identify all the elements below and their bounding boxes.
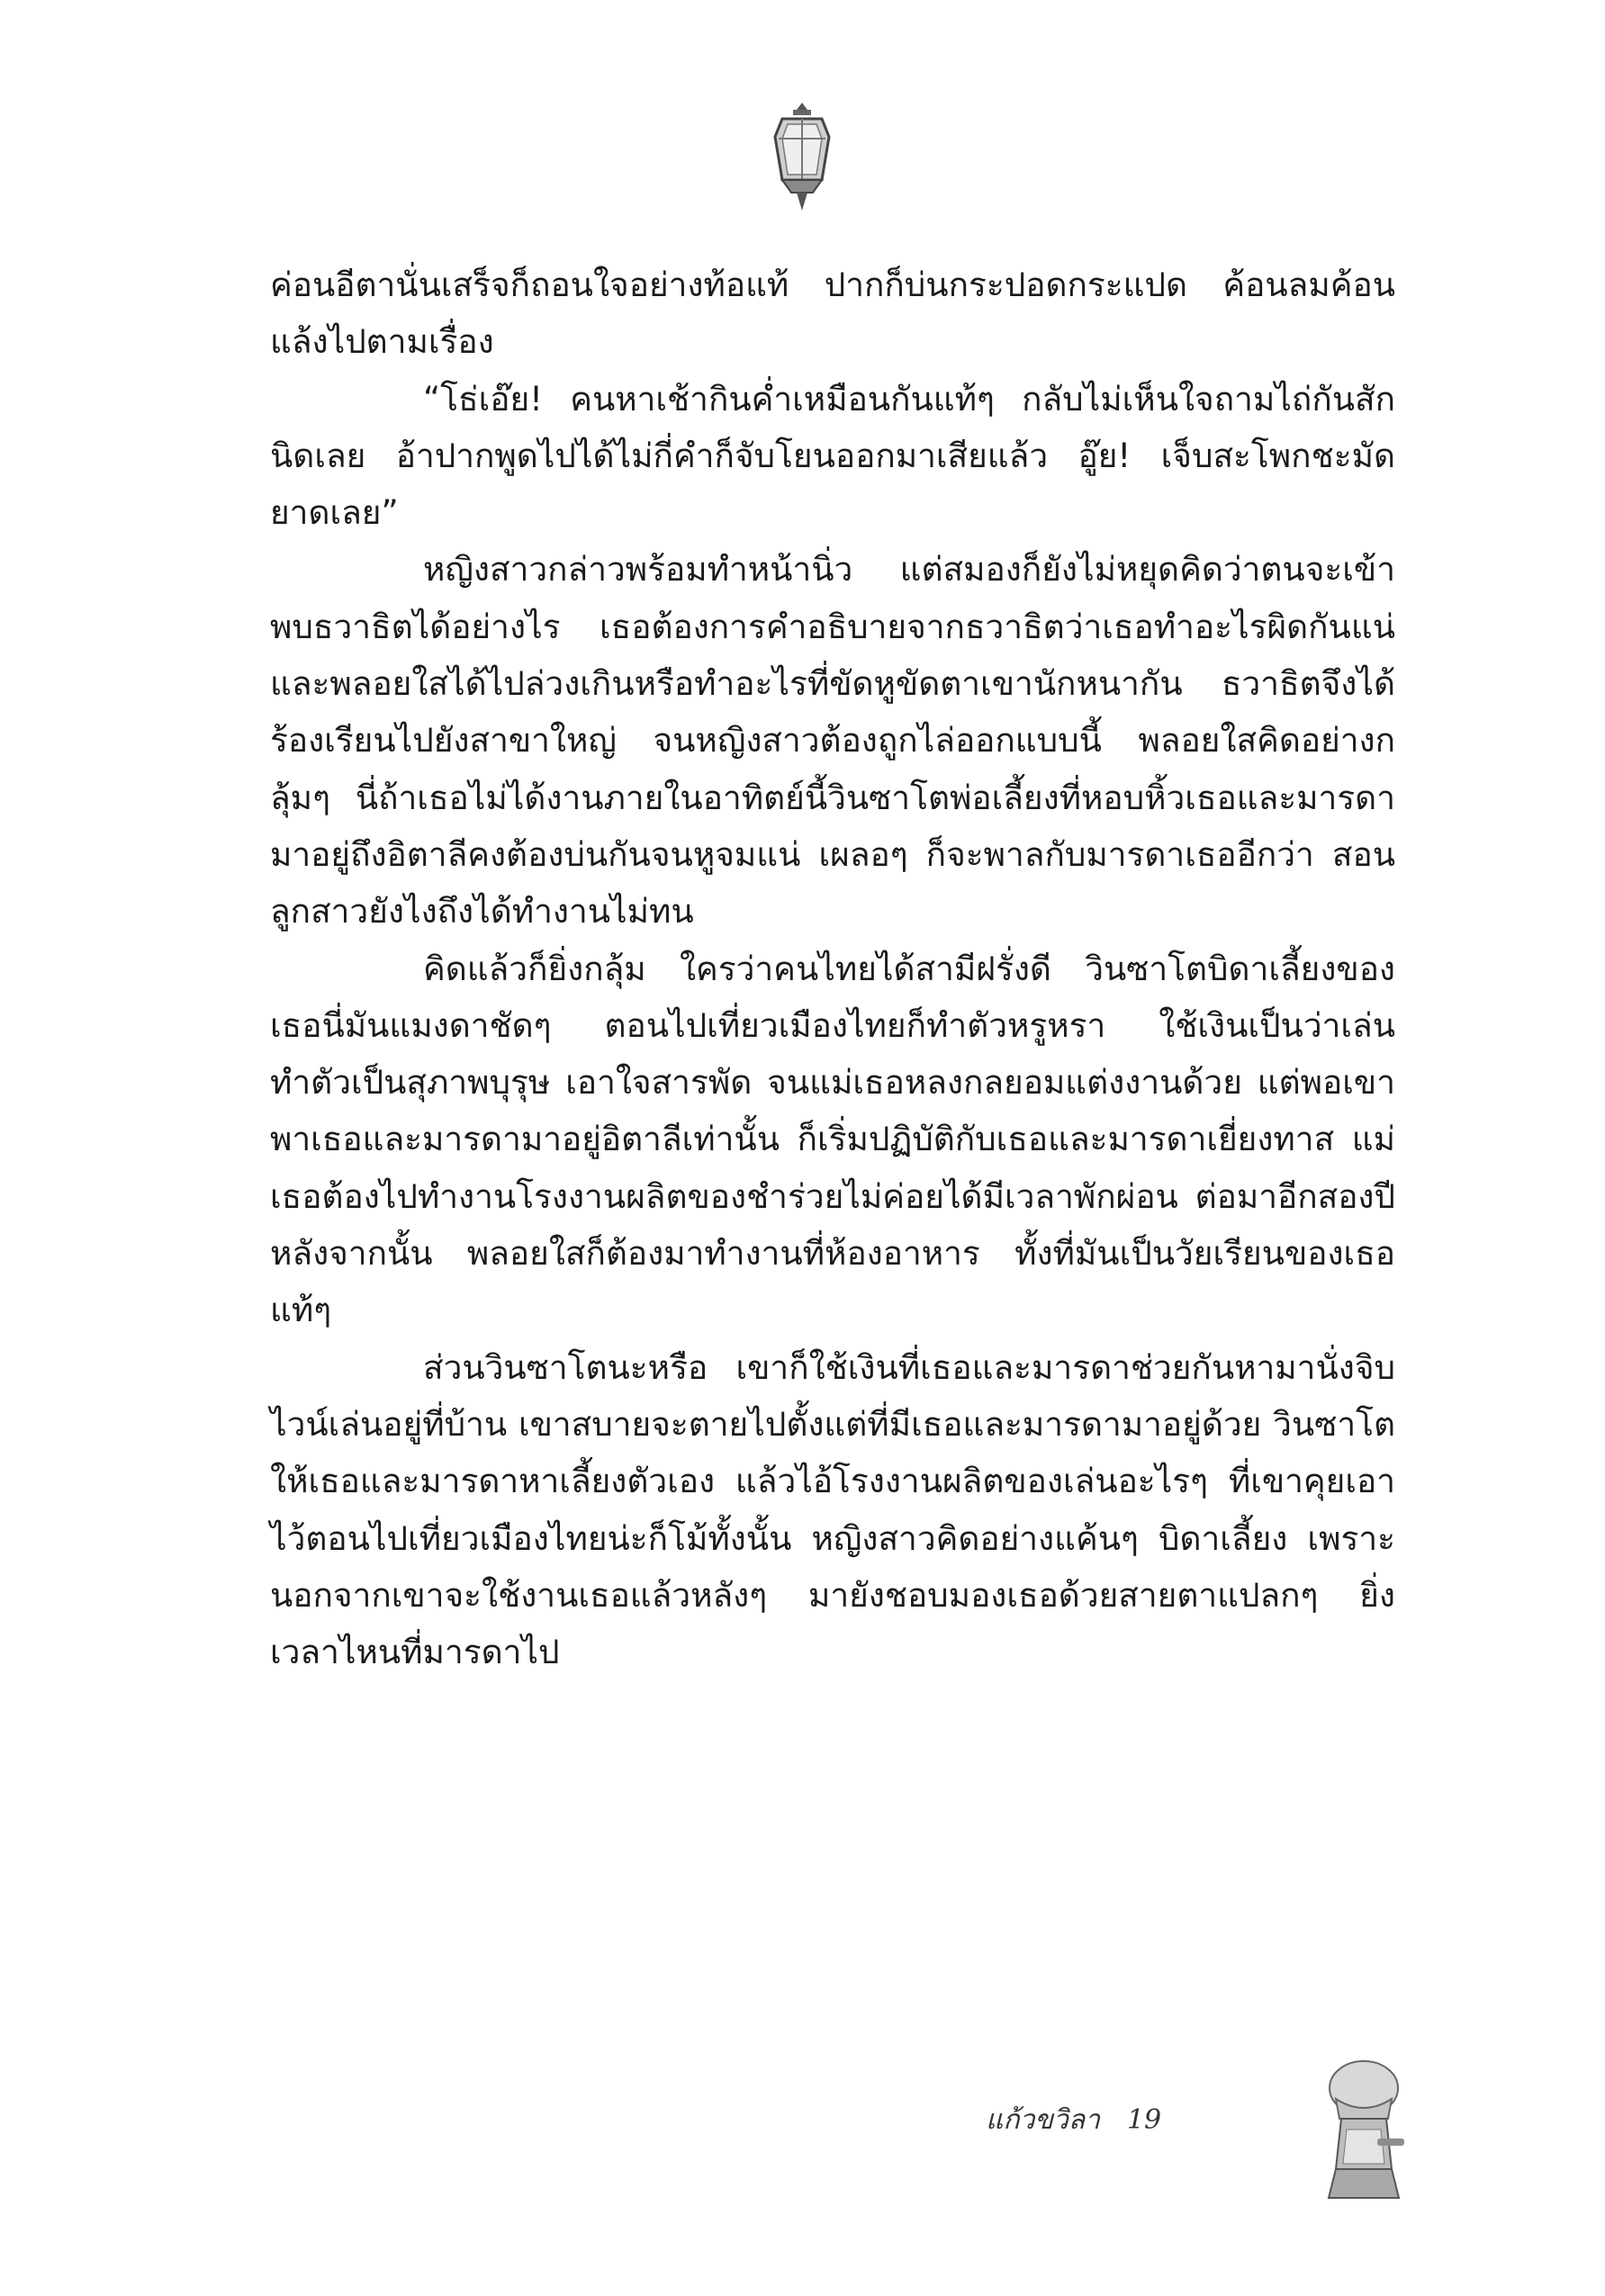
page-footer: [986, 2097, 1161, 2142]
paragraph-2: “โธ่เอ๊ย! คนหาเช้ากินค่ำเหมือนกันแท้ๆ กลับไม่เห็นใจถามไถ่กันสักนิดเลย อ้าปากพูดไปได้ไม่กี่คำก็จับโยนออกมาเสียแล้ว อู๊ย! เจ็บสะโพกชะมัดยาดเลย”: [270, 379, 1395, 533]
page-number: 19: [1126, 2103, 1162, 2136]
lantern-icon: [766, 99, 838, 216]
paragraph-5: ส่วนวินซาโตนะหรือ เขาก็ใช้เงินที่เธอและมารดาช่วยกันหามานั่งจิบไวน์เล่นอยู่ที่บ้าน เขาสบายจะตายไปตั้งแต่ที่มีเธอและมารดามาอยู่ด้วย วินซาโตให้เธอและมารดาหาเลี้ยงตัวเอง แล้วไอ้โรงงานผลิตของเล่นอะไรๆ ที่เขาคุยเอาไว้ตอนไปเที่ยวเมืองไทยน่ะก็โม้ทั้งนั้น หญิงสาวคิดอย่างแค้นๆ บิดาเลี้ยง เพราะนอกจากเขาจะใช้งานเธอแล้วหลังๆ มายังชอบมองเธอด้วยสายตาแปลกๆ ยิ่งเวลาไหนที่มารดาไป: [270, 1347, 1395, 1672]
chef-figure-icon: [1314, 2052, 1413, 2205]
body-text: [270, 257, 1395, 1680]
footer-book-title: แก้วขวิลา: [986, 2103, 1100, 2136]
paragraph-1: ค่อนอีตานั่นเสร็จก็ถอนใจอย่างท้อแท้ ปากก็บ่นกระปอดกระแปด ค้อนลมค้อนแล้งไปตามเรื่อง: [270, 266, 1395, 362]
paragraph-4: คิดแล้วก็ยิ่งกลุ้ม ใครว่าคนไทยได้สามีฝรั่งดี วินซาโตบิดาเลี้ยงของเธอนี่มันแมงดาชัดๆ ตอนไปเที่ยวเมืองไทยก็ทำตัวหรูหรา ใช้เงินเป็นว่าเล่น ทำตัวเป็นสุภาพบุรุษ เอาใจสารพัด จนแม่เธอหลงกลยอมแต่งงานด้วย แต่พอเขาพาเธอและมารดามาอยู่อิตาลีเท่านั้น ก็เริ่มปฏิบัติกับเธอและมารดาเยี่ยงทาส แม่เธอต้องไปทำงานโรงงานผลิตของชำร่วยไม่ค่อยได้มีเวลาพักผ่อน ต่อมาอีกสองปีหลังจากนั้น พลอยใสก็ต้องมาทำงานที่ห้องอาหาร ทั้งที่มันเป็นวัยเรียนของเธอแท้ๆ: [270, 949, 1395, 1330]
paragraph-3: หญิงสาวกล่าวพร้อมทำหน้านิ่ว แต่สมองก็ยังไม่หยุดคิดว่าตนจะเข้าพบธวาธิตได้อย่างไร เธอต้องการคำอธิบายจากธวาธิตว่าเธอทำอะไรผิดกันแน่ และพลอยใสได้ไปล่วงเกินหรือทำอะไรที่ขัดหูขัดตาเขานักหนากัน ธวาธิตจึงได้ร้องเรียนไปยังสาขาใหญ่ จนหญิงสาวต้องถูกไล่ออกแบบนี้ พลอยใสคิดอย่างกลุ้มๆ นี่ถ้าเธอไม่ได้งานภายในอาทิตย์นี้วินซาโตพ่อเลี้ยงที่หอบหิ้วเธอและมารดามาอยู่ถึงอิตาลีคงต้องบ่นกันจนหูจมแน่ เผลอๆ ก็จะพาลกับมารดาเธออีกว่า สอนลูกสาวยังไงถึงได้ทำงานไม่ทน: [270, 550, 1395, 932]
